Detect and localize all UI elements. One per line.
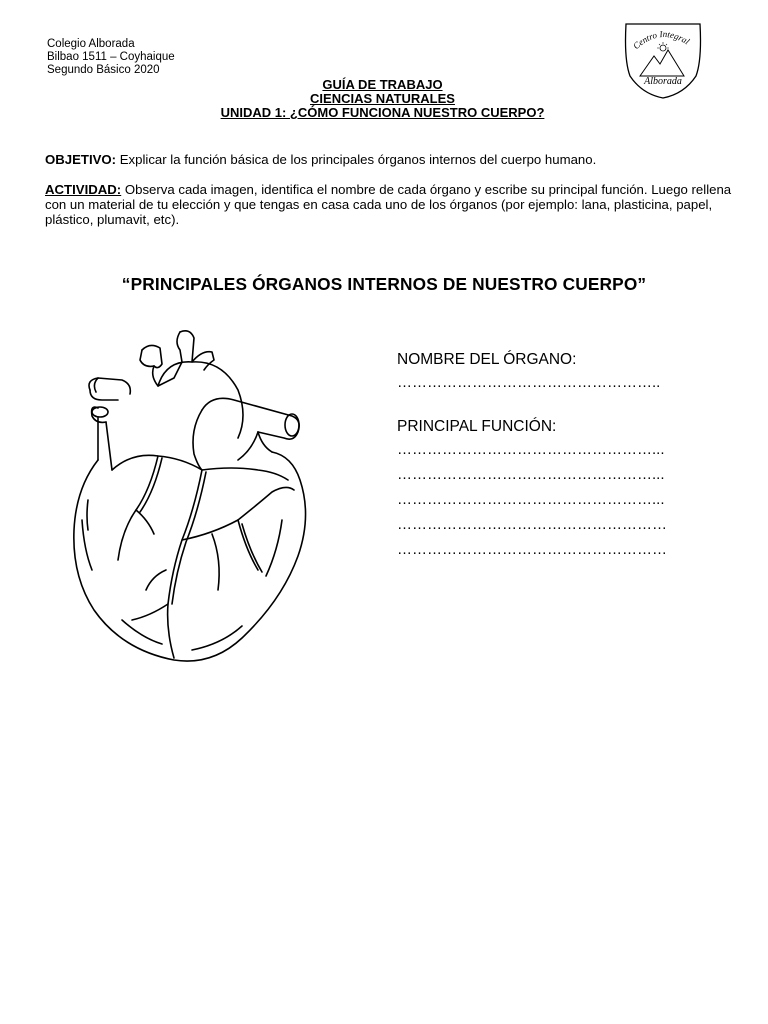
function-line[interactable]: ……………………………………………... [397,441,665,458]
objective-text: Explicar la función básica de los principales órganos internos del cuerpo humano. [116,152,597,167]
function-line[interactable]: ……………………………………………… [397,541,667,558]
guide-title: GUÍA DE TRABAJO [322,77,443,92]
school-address: Bilbao 1511 – Coyhaique [47,51,175,63]
activity-label: ACTIVIDAD: [45,182,122,197]
organ-function-label: PRINCIPAL FUNCIÓN: [397,418,557,435]
logo-bottom-text: Alborada [644,76,682,87]
main-heading: “PRINCIPALES ÓRGANOS INTERNOS DE NUESTRO CUERPO” [121,274,647,294]
function-line[interactable]: ……………………………………………… [397,516,667,533]
grade-year: Segundo Básico 2020 [47,64,160,76]
activity-paragraph [45,182,735,227]
school-info [47,38,175,77]
function-line[interactable]: ……………………………………………... [397,466,665,483]
organ-name-line[interactable]: …………………………………………….. [397,374,661,391]
unit-title: UNIDAD 1: ¿CÓMO FUNCIONA NUESTRO CUERPO? [220,105,545,120]
organ-name-section [397,350,717,395]
subject-title: CIENCIAS NATURALES [310,91,455,106]
objective-label: OBJETIVO: [45,152,117,167]
school-name: Colegio Alborada [47,38,135,50]
organ-name-label: NOMBRE DEL ÓRGANO: [397,351,577,368]
worksheet-titles [0,78,768,120]
logo-top-text: Centro Integral [631,28,692,52]
activity-text: Observa cada imagen, identifica el nombre de cada órgano y escribe su principal función. Luego rellena con un material de tu elección y que tengas en casa cada uno de los órganos (por ejemplo: lana, plasticina, papel, plástico, plumavit, etc). [45,182,732,227]
function-line[interactable]: ……………………………………………... [397,491,665,508]
objective-paragraph [45,152,735,167]
organ-function-section [397,417,717,562]
answer-fields [397,350,717,562]
heart-illustration-icon [62,320,327,670]
